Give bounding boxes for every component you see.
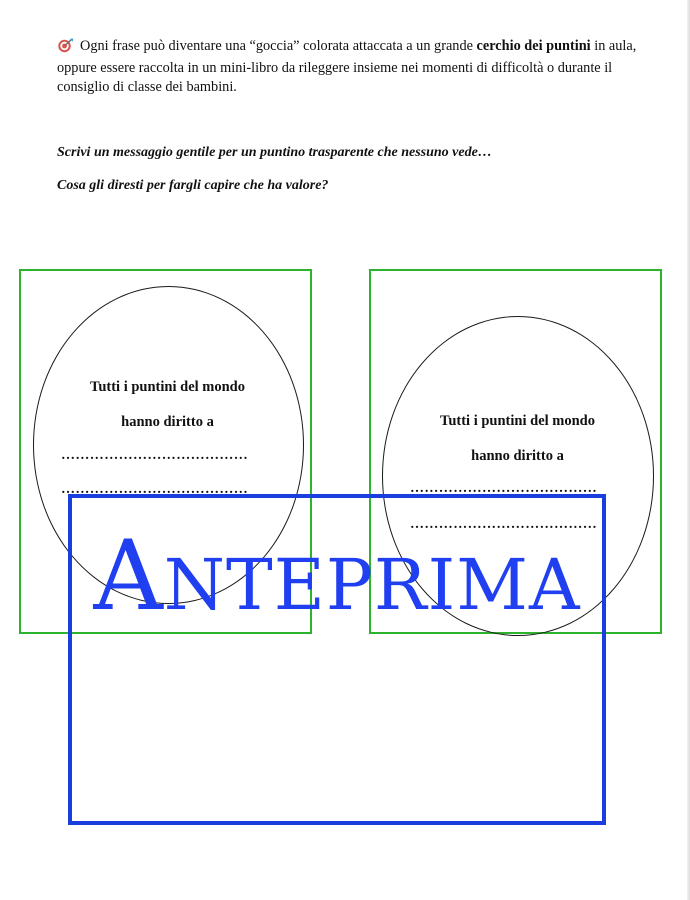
card-right-line-2: hanno diritto a bbox=[471, 448, 564, 464]
intro-text-2: in aula, oppure essere raccolta in un mini-libro da rileggere insieme nei momenti di difficoltà o durante il consiglio di classe dei bambini. bbox=[57, 38, 637, 95]
intro-paragraph bbox=[57, 37, 637, 97]
watermark-initial: A bbox=[93, 520, 164, 632]
prompt-line-1: Scrivi un messaggio gentile per un puntino trasparente che nessuno vede… bbox=[57, 145, 492, 160]
intro-bold-phrase: cerchio dei puntini bbox=[476, 38, 591, 54]
card-left-line-1: Tutti i puntini del mondo bbox=[90, 379, 245, 395]
card-left-dotted-line-1: ………………………………… bbox=[61, 448, 249, 463]
target-icon bbox=[57, 38, 74, 59]
watermark-rest: NTEPRIMA bbox=[163, 544, 581, 626]
card-left-line-2: hanno diritto a bbox=[121, 414, 214, 430]
intro-text-1: Ogni frase può diventare una “goccia” colorata attaccata a un grande bbox=[80, 38, 477, 54]
watermark-anteprima bbox=[70, 520, 604, 632]
card-right-line-1: Tutti i puntini del mondo bbox=[440, 413, 595, 429]
card-right-dotted-line-1: ………………………………… bbox=[410, 481, 598, 496]
card-right-dotted-line-2: ………………………………… bbox=[410, 517, 598, 532]
card-left-dotted-line-2: ………………………………… bbox=[61, 482, 249, 497]
prompt-line-2: Cosa gli diresti per fargli capire che ha valore? bbox=[57, 178, 329, 193]
